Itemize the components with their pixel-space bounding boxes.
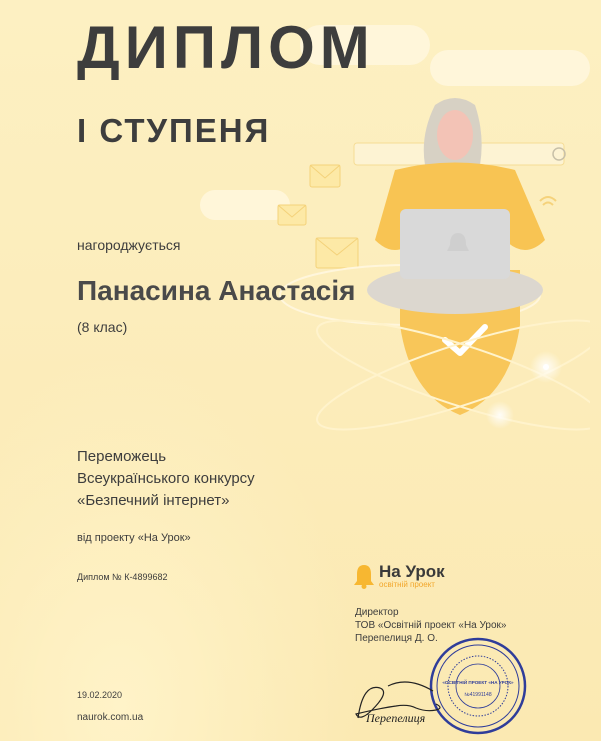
illustration-user-with-laptop (270, 95, 590, 435)
achievement-line: «Безпечний інтернет» (77, 492, 230, 509)
diploma-title: ДИПЛОМ (77, 14, 375, 81)
achievement-line: Переможець (77, 448, 167, 465)
director-signature (348, 676, 458, 731)
issue-date: 19.02.2020 (77, 690, 123, 700)
signature-text: Перепелиця (366, 711, 426, 725)
recipient-name: Панасина Анастасія (77, 275, 356, 306)
background-cloud (430, 50, 590, 86)
achievement-line: Всеукраїнського конкурсу (77, 470, 255, 487)
stamp-text-center: «ОСВІТНІЙ ПРОЕКТ «НА УРОК» (442, 680, 514, 685)
signatory-line: ТОВ «Освітній проект «На Урок» (355, 620, 507, 631)
diploma-number: Диплом № К-4899682 (77, 572, 168, 582)
recipient-grade: (8 клас) (77, 319, 128, 335)
naurok-logo (353, 563, 445, 590)
logo-tagline: освітній проект (379, 580, 435, 589)
diploma-degree: І СТУПЕНЯ (77, 112, 271, 149)
achievement-text (77, 446, 255, 512)
signatory-line: Директор (355, 607, 399, 618)
signatory-line: Перепелиця Д. О. (355, 633, 438, 644)
bell-icon (353, 563, 375, 589)
website-link[interactable]: naurok.com.ua (77, 712, 144, 723)
project-line: від проекту «На Урок» (77, 532, 191, 544)
awarded-label: нагороджується (77, 237, 181, 253)
stamp-text-number: №41991148 (464, 692, 492, 698)
logo-name: На Урок (379, 562, 445, 581)
